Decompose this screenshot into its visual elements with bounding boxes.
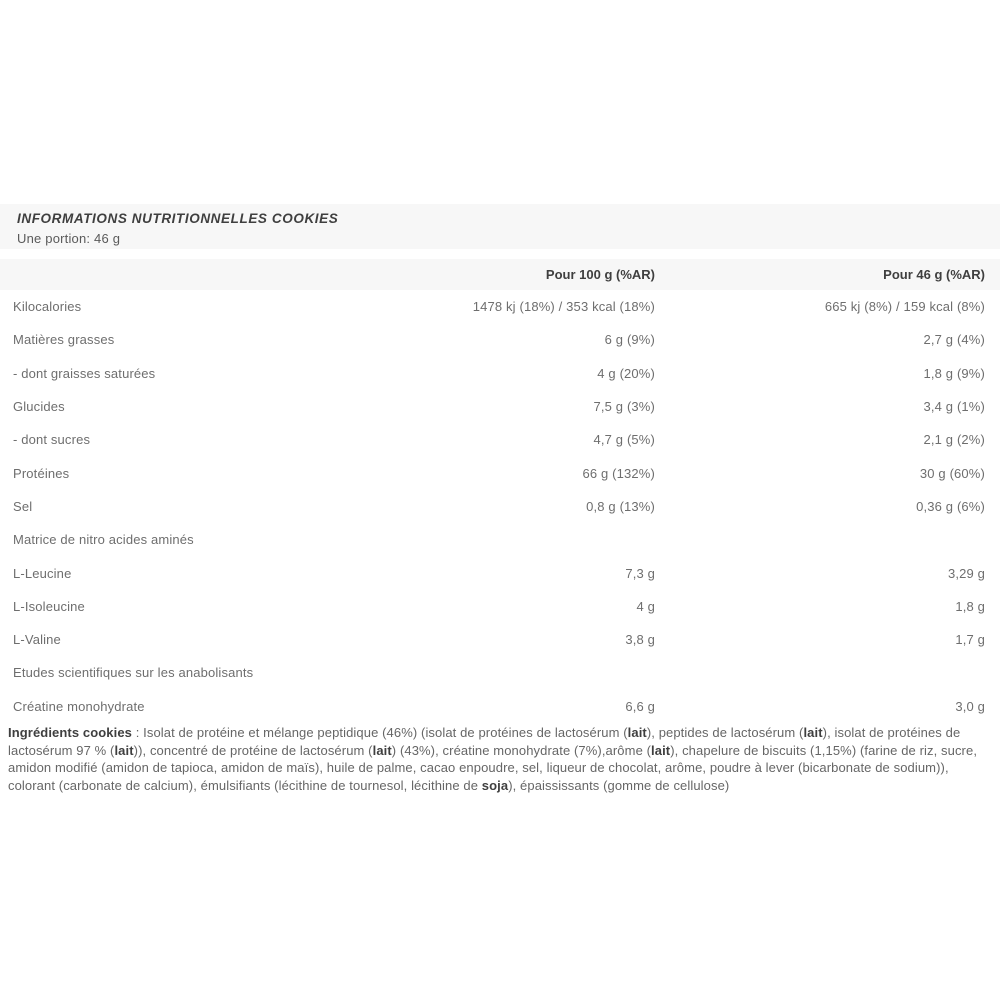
table-row (0, 290, 1000, 323)
value-per-100g: 4 g (20%) (597, 365, 655, 381)
table-row (0, 656, 1000, 689)
value-per-46g: 665 kj (8%) / 159 kcal (8%) (824, 299, 985, 315)
ingredient-highlight: lait (627, 725, 647, 740)
table-row (0, 690, 1000, 723)
table-header-row (0, 259, 1000, 290)
value-per-100g: 4 g (636, 598, 655, 614)
value-per-100g: 7,3 g (625, 565, 655, 581)
ingredient-segment: ) (43%), créatine monohydrate (7%),arôme ( (391, 742, 652, 758)
row-label: L-Isoleucine (13, 598, 85, 614)
ingredient-highlight: lait (651, 742, 671, 758)
ingredient-highlight: lait (114, 742, 134, 758)
ingredient-segment: ), chapelure de biscuits (1,15%) (farine de riz, sucre, amidon modifié (amidon de tapioca, amidon de maïs), huile de palme, cacao enpoudre, sel, liqueur de chocolat, arôme, poudre à lever (bicarbonate de sodium)), colorant (carbonate de calcium), émulsifiants (lécithine de tournesol, lécithine de (8, 742, 978, 793)
table-row (0, 357, 1000, 390)
ingredient-segment: ), isolat de protéines de lactosérum 97 % ( (8, 725, 961, 758)
value-per-46g: 1,7 g (955, 632, 985, 648)
value-per-100g: 4,7 g (5%) (593, 432, 655, 448)
value-per-100g: 1478 kj (18%) / 353 kcal (18%) (472, 299, 655, 315)
row-label: L-Valine (13, 632, 61, 648)
value-per-100g: 66 g (132%) (582, 465, 655, 481)
value-per-46g: 0,36 g (6%) (916, 498, 985, 514)
ingredient-segment: ), épaississants (gomme de cellulose) (508, 777, 730, 793)
value-per-46g: 3,4 g (1%) (923, 399, 985, 415)
value-per-100g: 3,8 g (625, 632, 655, 648)
row-label: Matières grasses (13, 332, 115, 348)
ingredient-segment: )), concentré de protéine de lactosérum ( (133, 742, 373, 758)
row-label: L-Leucine (13, 565, 72, 581)
row-label: Sel (13, 498, 33, 514)
ingredient-segment: : Isolat de protéine et mélange peptidique (46%) (isolat de protéines de lactosérum ( (132, 725, 628, 740)
row-label: - dont graisses saturées (13, 365, 156, 381)
ingredient-highlight: soja (481, 777, 509, 793)
value-per-46g: 3,29 g (947, 565, 985, 581)
value-per-46g: 30 g (60%) (919, 465, 985, 481)
table-row (0, 323, 1000, 356)
column-header-per-100g: Pour 100 g (%AR) (545, 267, 655, 282)
row-label: Kilocalories (13, 299, 82, 315)
row-label: Protéines (13, 465, 70, 481)
row-label: Glucides (13, 399, 65, 415)
value-per-46g: 3,0 g (955, 698, 985, 714)
nutrition-table-body (0, 290, 1000, 723)
page-title: INFORMATIONS NUTRITIONNELLES COOKIES (17, 211, 339, 226)
table-row (0, 423, 1000, 456)
column-header-per-46g: Pour 46 g (%AR) (883, 267, 985, 282)
table-row (0, 523, 1000, 556)
value-per-46g: 2,1 g (2%) (923, 432, 985, 448)
value-per-46g: 2,7 g (4%) (923, 332, 985, 348)
section-row-label: Etudes scientifiques sur les anabolisants (13, 665, 254, 681)
table-row (0, 490, 1000, 523)
table-row (0, 590, 1000, 623)
value-per-100g: 0,8 g (13%) (586, 498, 655, 514)
portion-size-text: Une portion: 46 g (17, 231, 121, 246)
row-label: - dont sucres (13, 432, 91, 448)
section-row-label: Matrice de nitro acides aminés (13, 532, 194, 548)
table-row (0, 390, 1000, 423)
ingredient-highlight: lait (803, 725, 823, 740)
table-row (0, 623, 1000, 656)
ingredient-highlight: lait (372, 742, 392, 758)
row-label: Créatine monohydrate (13, 698, 145, 714)
value-per-100g: 6,6 g (625, 698, 655, 714)
value-per-100g: 7,5 g (3%) (593, 399, 655, 415)
ingredient-segment: ), peptides de lactosérum ( (646, 725, 804, 740)
value-per-46g: 1,8 g (9%) (923, 365, 985, 381)
nutrition-title-band (0, 204, 1000, 249)
value-per-46g: 1,8 g (955, 598, 985, 614)
ingredients-text (8, 724, 986, 794)
table-row (0, 456, 1000, 489)
ingredient-highlight: Ingrédients cookies (8, 725, 132, 740)
table-row (0, 556, 1000, 589)
value-per-100g: 6 g (9%) (604, 332, 655, 348)
